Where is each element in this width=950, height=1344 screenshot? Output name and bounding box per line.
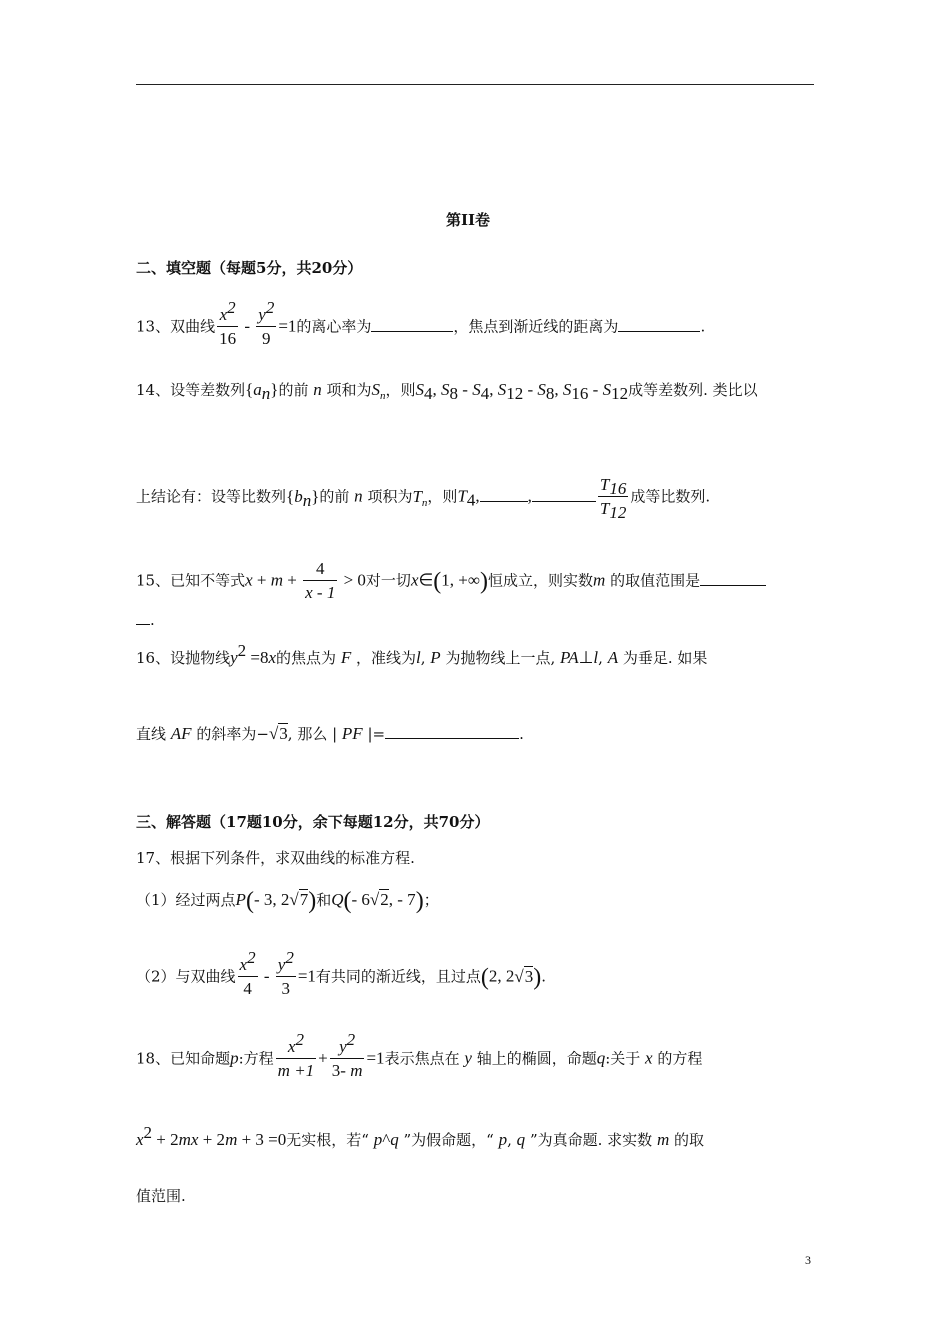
fraction: $\frac{y^2}{9}$ xyxy=(258,298,275,348)
page-heading: 第II卷 xyxy=(446,211,491,229)
fraction: $\frac{x^2}{4}$ xyxy=(239,948,256,998)
question-14: 14、设等差数列$\{a_n\}$的前 n 项和为$S_n$，则$S_4$, $S_8 - S_4$, $S_{12} - S_8$, $S_{16} - S_{12}$成等差数列. 类比以 xyxy=(136,380,758,403)
question-15: 15、已知不等式x + m + $\frac{4}{x - 1}$ > 0对一切x∈(1, +∞)恒成立，则实数m 的取值范围是 xyxy=(136,558,766,605)
question-14-continued: 上结论有：设等比数列$\{b_n\}$的前 n 项积为$T_n$，则$T_4$, , $\frac{T_{16}}{T_{12}}$ 成等比数列. xyxy=(136,475,711,522)
section-fill-in-heading: 二、填空题（每题5分，共20分） xyxy=(136,259,363,277)
answer-blank[interactable] xyxy=(480,487,528,502)
question-18-continued-2: 值范围. xyxy=(136,1187,186,1205)
question-17-part-1: （1）经过两点P(- 3, 2√7)和Q(- 6√2, - 7)； xyxy=(136,888,439,914)
answer-blank[interactable] xyxy=(136,610,150,625)
fraction: $\frac{y^2}{3}$ xyxy=(277,948,294,998)
fraction: $\frac{x^2}{16}$ xyxy=(219,298,237,348)
answer-blank[interactable] xyxy=(618,317,700,332)
question-18: 18、已知命题p:方程 $\frac{x^2}{m +1}$ + $\frac{y^2}{3- m}$ =1表示焦点在 y 轴上的椭圆，命题q:关于 x 的方程 xyxy=(136,1036,702,1083)
answer-blank[interactable] xyxy=(385,724,519,739)
answer-blank[interactable] xyxy=(371,317,453,332)
question-16-continued: 直线 AF 的斜率为−√3, 那么 | PF |= . xyxy=(136,724,524,743)
header-rule xyxy=(136,84,814,85)
fraction: $\frac{y^2}{3- m}$ xyxy=(331,1030,363,1080)
fraction: $\frac{4}{x - 1}$ xyxy=(305,559,336,602)
answer-blank[interactable] xyxy=(532,487,596,502)
question-13: 13、双曲线 $\frac{x^2}{16}$ - $\frac{y^2}{9}$ =1的离心率为 ，焦点到渐近线的距离为 . xyxy=(136,304,705,351)
fraction: $\frac{x^2}{m +1}$ xyxy=(277,1030,315,1080)
question-15-continued: . xyxy=(136,610,155,630)
question-17: 17、根据下列条件，求双曲线的标准方程. xyxy=(136,849,415,867)
question-18-continued: $x^2 + 2mx + 2m + 3 =0$无实根，若“ p^q ”为假命题，“ p, q ”为真命题. 求实数 m 的取 xyxy=(136,1123,705,1149)
question-16: 16、设抛物线$y^2 =8x$的焦点为 F ，准线为l, P 为抛物线上一点, PA⊥l, A 为垂足. 如果 xyxy=(136,641,708,667)
page-number: 3 xyxy=(805,1253,811,1267)
fraction: $\frac{T_{16}}{T_{12}}$ xyxy=(599,475,627,522)
question-17-part-2: （2）与双曲线 $\frac{x^2}{4}$ - $\frac{y^2}{3}$ =1有共同的渐近线，且过点(2, 2√3). xyxy=(136,954,546,1001)
section-solution-heading: 三、解答题（17题10分，余下每题12分，共70分） xyxy=(136,813,490,831)
answer-blank[interactable] xyxy=(700,571,766,586)
